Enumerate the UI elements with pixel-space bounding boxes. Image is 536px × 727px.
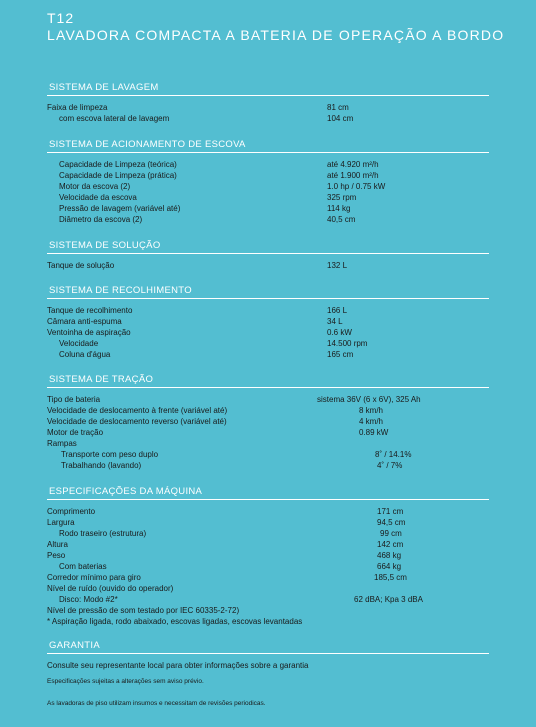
spec-row [47, 192, 489, 203]
spec-label: Motor de tração [47, 428, 104, 437]
spec-row [47, 550, 489, 561]
spec-value [327, 583, 489, 594]
spec-row [47, 159, 489, 170]
spec-row [47, 416, 489, 427]
spec-row [47, 460, 489, 471]
spec-row [47, 405, 489, 416]
section-heading: SISTEMA DE SOLUÇÃO [47, 236, 489, 254]
spec-value: 8 km/h [359, 406, 384, 415]
spec-value: 0.6 kW [327, 328, 352, 337]
section-solucao [47, 236, 489, 281]
spec-value: 1.0 hp / 0.75 kW [327, 182, 386, 191]
spec-value [327, 438, 489, 449]
spec-row [47, 594, 489, 605]
spec-label: Rampas [47, 439, 77, 448]
spec-row [47, 338, 489, 349]
spec-label: Nível de pressão de som testado por IEC 60335-2-72) [47, 606, 240, 615]
spec-label: Disco: Modo #2* [59, 595, 118, 604]
spec-label: Ventoinha de aspiração [47, 328, 131, 337]
section-heading: SISTEMA DE LAVAGEM [47, 78, 489, 96]
spec-row [47, 316, 489, 327]
spec-value: 664 kg [377, 562, 402, 571]
spec-value: 104 cm [327, 114, 354, 123]
spec-label: Faixa de limpeza [47, 103, 108, 112]
spec-label: Tanque de solução [47, 261, 115, 270]
spec-value: 185,5 cm [374, 573, 407, 582]
spec-row [47, 438, 489, 449]
spec-row [47, 327, 489, 338]
spec-row [47, 449, 489, 460]
spec-value [327, 605, 489, 616]
section-recolhimento [47, 281, 489, 370]
spec-row [47, 506, 489, 517]
spec-label: Rodo traseiro (estrutura) [59, 529, 147, 538]
spec-label: Velocidade [59, 339, 99, 348]
spec-value: 171 cm [377, 507, 404, 516]
spec-label: Velocidade da escova [59, 193, 137, 202]
spec-label: Pressão de lavagem (variável até) [59, 204, 181, 213]
spec-label: Comprimento [47, 507, 96, 516]
spec-label: Nível de ruído (ouvido do operador) [47, 584, 174, 593]
spec-row [47, 572, 489, 583]
section-garantia [47, 636, 489, 709]
spec-value: 114 kg [327, 204, 351, 213]
spec-value: 165 cm [327, 350, 354, 359]
spec-label: Velocidade de deslocamento reverso (variável até) [47, 417, 227, 426]
warranty-text: Consulte seu representante local para obter informações sobre a garantia [47, 661, 309, 670]
spec-row [47, 305, 489, 316]
model-name: T12 [47, 10, 75, 26]
spec-label: Altura [47, 540, 68, 549]
spec-row [47, 528, 489, 539]
spec-row [47, 605, 489, 616]
spec-row [47, 517, 489, 528]
spec-label: Velocidade de deslocamento à frente (variável até) [47, 406, 228, 415]
spec-label: Câmara anti-espuma [47, 317, 122, 326]
spec-value: 468 kg [377, 551, 402, 560]
spec-row [47, 539, 489, 550]
spec-label: Transporte com peso duplo [61, 450, 159, 459]
section-heading: SISTEMA DE ACIONAMENTO DE ESCOVA [47, 135, 489, 153]
disclaimer-note: Especificações sujeitas a alterações sem aviso prévio. [47, 678, 204, 685]
spec-value: 325 rpm [327, 193, 357, 202]
title-block [47, 10, 504, 43]
spec-label: Motor da escova (2) [59, 182, 131, 191]
spec-label: Trabalhando (lavando) [61, 461, 142, 470]
section-heading: GARANTIA [47, 636, 489, 654]
spec-value: sistema 36V (6 x 6V), 325 Ah [317, 395, 421, 404]
spec-row [47, 583, 489, 594]
spec-row [47, 170, 489, 181]
spec-row [47, 427, 489, 438]
footnote: * Aspiração ligada, rodo abaixado, escovas ligadas, escovas levantadas [47, 617, 303, 626]
spec-value: até 1.900 m²/h [327, 171, 379, 180]
spec-value: 94,5 cm [377, 518, 406, 527]
spec-label: Tipo de bateria [47, 395, 101, 404]
spec-label: Capacidade de Limpeza (prática) [59, 171, 177, 180]
spec-value: 99 cm [380, 529, 402, 538]
spec-value: 4 km/h [359, 417, 384, 426]
spec-value: até 4.920 m²/h [327, 160, 379, 169]
section-maquina [47, 482, 489, 636]
spec-row [47, 102, 489, 113]
section-heading: SISTEMA DE RECOLHIMENTO [47, 281, 489, 299]
spec-label: Com baterias [59, 562, 107, 571]
spec-value: 81 cm [327, 103, 349, 112]
spec-label: Coluna d'água [59, 350, 111, 359]
spec-value: 4˚ / 7% [377, 461, 403, 470]
spec-label: Tanque de recolhimento [47, 306, 133, 315]
section-lavagem [47, 78, 489, 135]
maintenance-note: As lavadoras de piso utilizam insumos e necessitam de revisões periodicas. [47, 700, 266, 707]
spec-label: Peso [47, 551, 66, 560]
spec-value: 166 L [327, 306, 348, 315]
spec-label: Diâmetro da escova (2) [59, 215, 143, 224]
spec-row [47, 214, 489, 225]
spec-content [47, 78, 489, 709]
spec-value: 34 L [327, 317, 343, 326]
spec-value: 8˚ / 14.1% [375, 450, 412, 459]
spec-row [47, 349, 489, 360]
spec-row [47, 203, 489, 214]
section-acionamento [47, 135, 489, 236]
spec-row [47, 394, 489, 405]
spec-value: 142 cm [377, 540, 404, 549]
spec-value: 132 L [327, 261, 348, 270]
spec-row [47, 113, 489, 124]
spec-label: Largura [47, 518, 75, 527]
section-heading: SISTEMA DE TRAÇÃO [47, 370, 489, 388]
spec-row [47, 260, 489, 271]
spec-value: 0.89 kW [359, 428, 389, 437]
spec-row [47, 181, 489, 192]
spec-label: Capacidade de Limpeza (teórica) [59, 160, 177, 169]
spec-label: com escova lateral de lavagem [59, 114, 170, 123]
spec-row [47, 561, 489, 572]
spec-value: 14.500 rpm [327, 339, 368, 348]
section-heading: ESPECIFICAÇÕES DA MÁQUINA [47, 482, 489, 500]
spec-value: 40,5 cm [327, 215, 356, 224]
spec-label: Corredor mínimo para giro [47, 573, 141, 582]
spec-value: 62 dBA; Kpa 3 dBA [354, 595, 423, 604]
section-tracao [47, 370, 489, 482]
product-title: LAVADORA COMPACTA A BATERIA DE OPERAÇÃO A BORDO [47, 27, 505, 43]
